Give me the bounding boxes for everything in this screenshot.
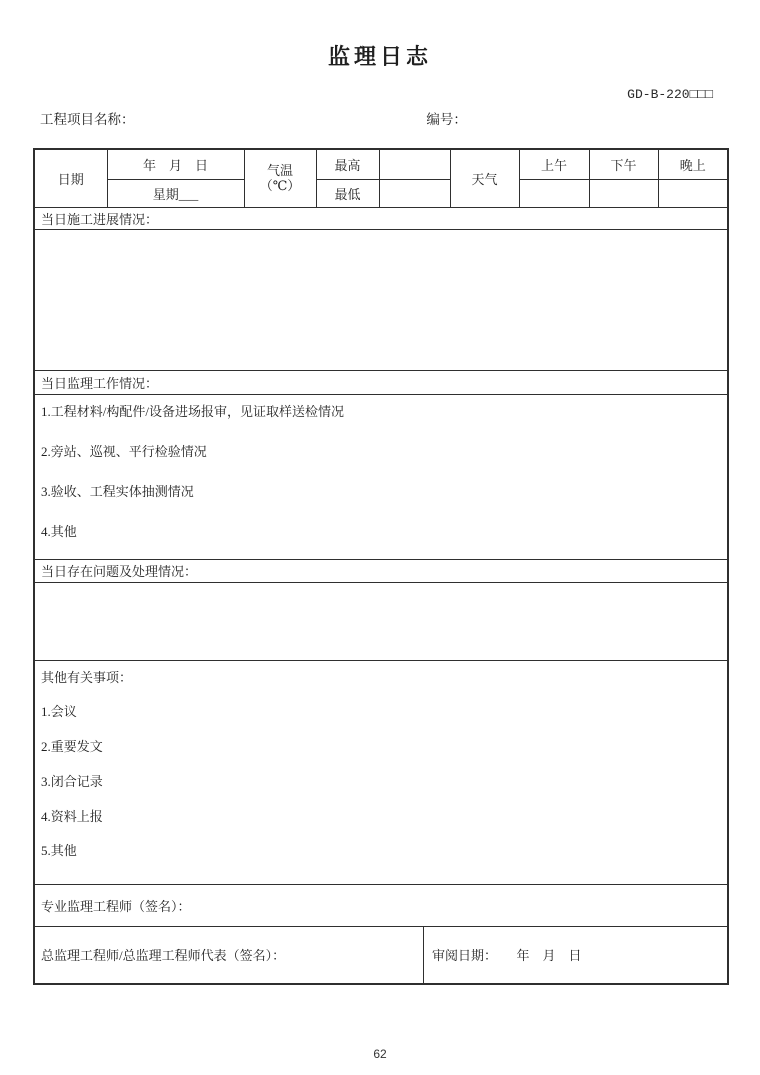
other-matters-cell (34, 660, 728, 884)
supervision-work-items-cell (34, 394, 728, 559)
header-temperature (244, 149, 316, 207)
construction-progress-entry-cell (34, 229, 728, 370)
page-title: 监理日志 (327, 44, 432, 69)
supervision-work-label: 当日监理工作情况： (34, 370, 728, 394)
other-item-2: 2.重要发文 (41, 739, 103, 755)
supervision-item-1: 1.工程材料/构配件/设备进场报审，见证取样送检情况 (41, 403, 344, 419)
header-date: 日期 (34, 149, 107, 207)
weather-morning-value-cell (519, 179, 589, 207)
other-item-1: 1.会议 (41, 704, 77, 720)
header-week: 星期___ (107, 179, 244, 207)
supervision-log-table (33, 148, 729, 985)
supervision-item-3: 3.验收、工程实体抽测情况 (41, 484, 194, 500)
form-code-line (0, 87, 760, 102)
weather-evening-value-cell (658, 179, 728, 207)
header-year-month-day: 年 月 日 (107, 149, 244, 179)
temp-low-value-cell (379, 179, 450, 207)
other-matters-label: 其他有关事项： (41, 669, 133, 685)
supervision-item-4: 4.其他 (41, 524, 77, 540)
problems-entry-cell (34, 582, 728, 660)
other-item-3: 3.闭合记录 (41, 773, 103, 789)
number-label: 编号： (426, 112, 467, 127)
chief-signature-label: 总监理工程师/总监理工程师代表（签名）： (35, 927, 424, 984)
header-evening: 晚上 (658, 149, 728, 179)
supervision-item-2: 2.旁站、巡视、平行检验情况 (41, 443, 207, 459)
other-item-4: 4.资料上报 (41, 808, 103, 824)
review-date-label: 审阅日期： 年 月 日 (432, 948, 582, 964)
project-name-label: 工程项目名称： (40, 112, 135, 127)
specialist-signature-row: 专业监理工程师（签名）： (34, 884, 728, 926)
construction-progress-label: 当日施工进展情况： (34, 207, 728, 229)
header-temperature-line2: （℃） (259, 178, 301, 194)
header-temp-high: 最高 (316, 149, 379, 179)
header-afternoon: 下午 (589, 149, 658, 179)
meta-line (0, 108, 760, 128)
page-number: 62 (373, 1047, 387, 1061)
header-weather: 天气 (450, 149, 519, 207)
problems-label: 当日存在问题及处理情况： (34, 559, 728, 582)
header-temp-low: 最低 (316, 179, 379, 207)
form-code: GD-B-220□□□ (627, 87, 713, 102)
header-morning: 上午 (519, 149, 589, 179)
chief-signature-row (34, 926, 728, 984)
weather-afternoon-value-cell (589, 179, 658, 207)
temp-high-value-cell (379, 149, 450, 179)
header-temperature-line1: 气温 (266, 163, 293, 179)
other-item-5: 5.其他 (41, 843, 77, 859)
